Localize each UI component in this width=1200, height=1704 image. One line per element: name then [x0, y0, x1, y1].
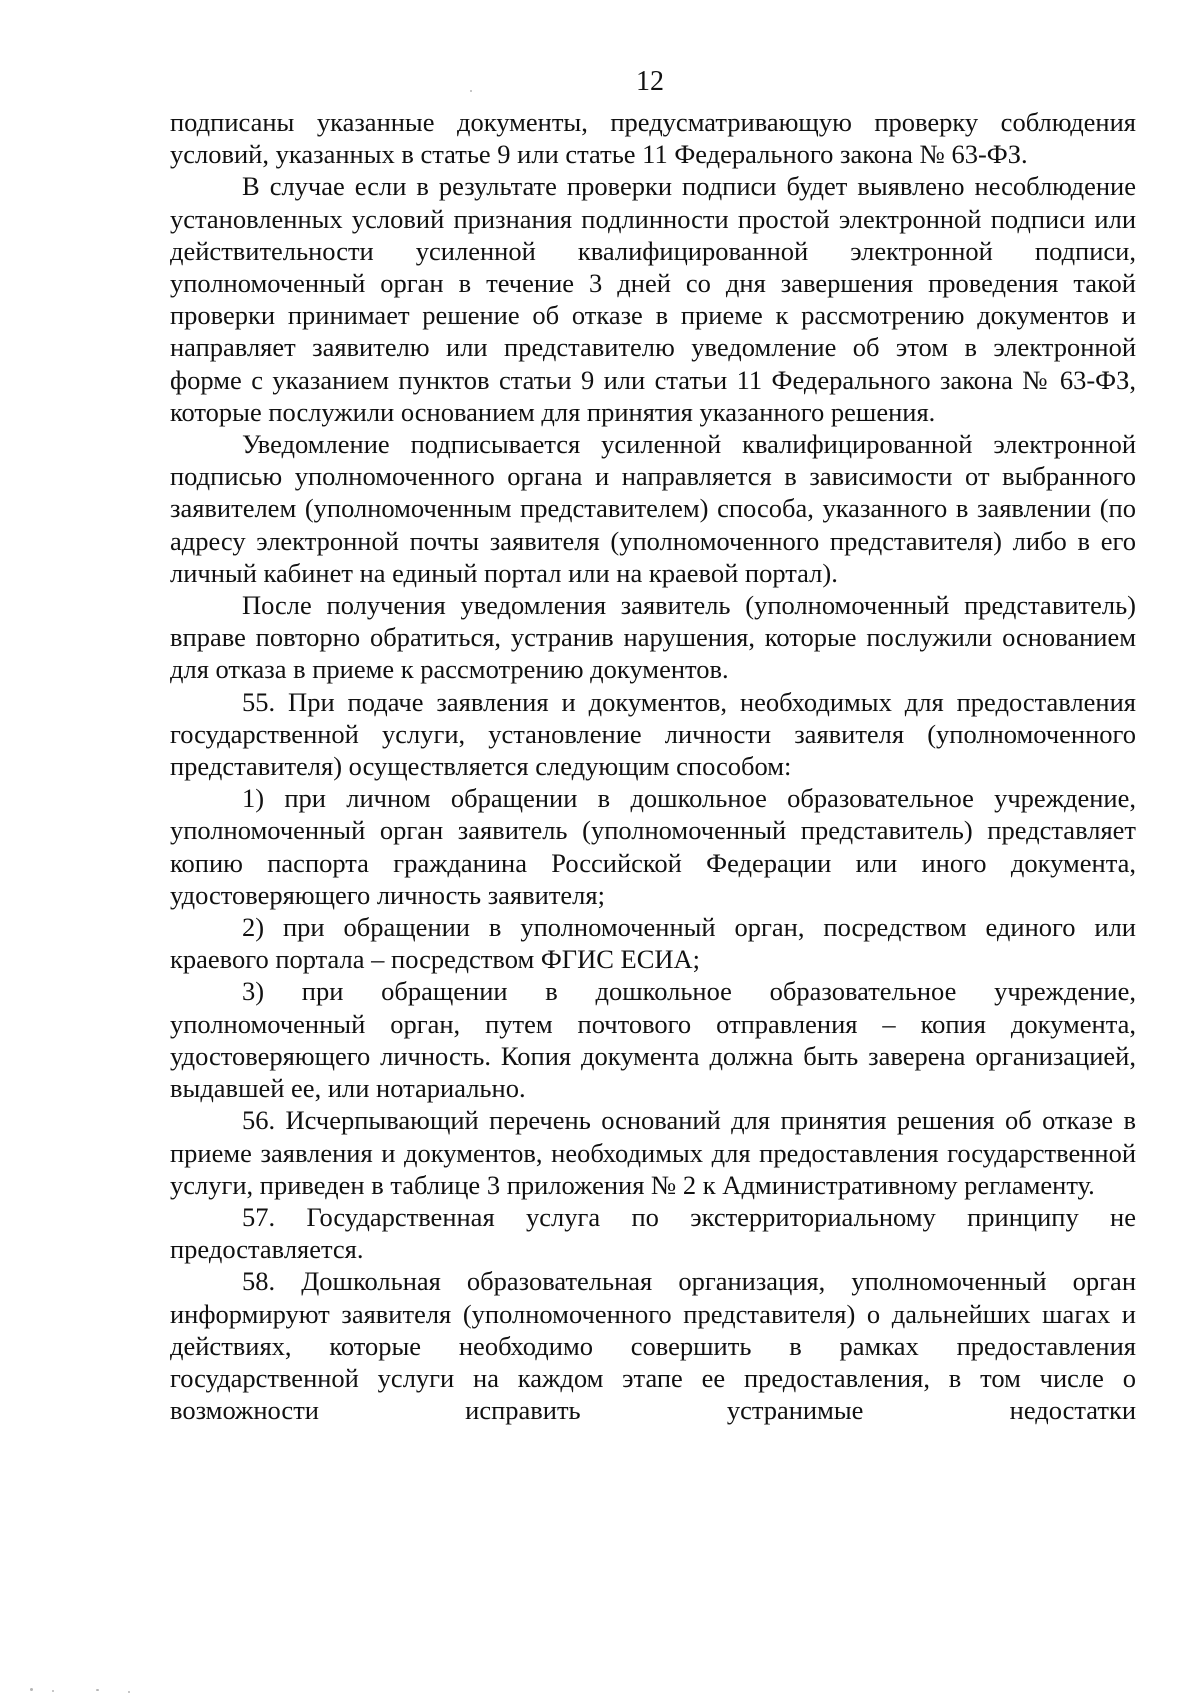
- paragraph-item-56: 56. Исчерпывающий перечень оснований для принятия решения об отказе в приеме заявления и документов, необходимых для предоставления государственной услуги, приведен в таблице 3 приложения № 2 к Административному регламенту.: [170, 1105, 1136, 1200]
- paragraph-item-58: 58. Дошкольная образовательная организация, уполномоченный орган информируют заявителя (уполномоченного представителя) о дальнейших шагах и действиях, которые необходимо совершить в рамках предоставления государственной услуги на каждом этапе ее предоставления, в том числе о возможности исправить устранимые недостатки: [170, 1266, 1136, 1426]
- page-number: 12: [636, 66, 664, 97]
- paragraph-1: подписаны указанные документы, предусматривающую проверку соблюдения условий, указанных в статье 9 или статье 11 Федерального закона № 63-ФЗ.: [170, 107, 1136, 170]
- paragraph-subitem-1: 1) при личном обращении в дошкольное образовательное учреждение, уполномоченный орган заявитель (уполномоченный представитель) представляет копию паспорта гражданина Российской Федерации или иного документа, удостоверяющего личность заявителя;: [170, 783, 1136, 910]
- paragraph-3: Уведомление подписывается усиленной квалифицированной электронной подписью уполномоченного органа и направляется в зависимости от выбранного заявителем (уполномоченным представителем) способа, указанного в заявлении (по адресу электронной почты заявителя (уполномоченного представителя) либо в его личный кабинет на единый портал или на краевой портал).: [170, 429, 1136, 588]
- paragraph-subitem-3: 3) при обращении в дошкольное образовательное учреждение, уполномоченный орган, путем почтового отправления – копия документа, удостоверяющего личность. Копия документа должна быть заверена организацией, выдавшей ее, или нотариально.: [170, 976, 1136, 1104]
- paragraph-2: В случае если в результате проверки подписи будет выявлено несоблюдение установленных условий признания подлинности простой электронной подписи или действительности усиленной квалифицированной электронной подписи, уполномоченный орган в течение 3 дней со дня завершения проведения такой проверки принимает решение об отказе в приеме к рассмотрению документов и направляет заявителю или представителю уведомление об этом в электронной форме с указанием пунктов статьи 9 или статьи 11 Федерального закона № 63-ФЗ, которые послужили основанием для принятия указанного решения.: [170, 171, 1136, 427]
- scan-speck: [96, 1689, 99, 1691]
- paragraph-4: После получения уведомления заявитель (уполномоченный представитель) вправе повторно обратиться, устранив нарушения, которые послужили основанием для отказа в приеме к рассмотрению документов.: [170, 590, 1136, 685]
- scan-speck: [470, 90, 472, 92]
- paragraph-item-55: 55. При подаче заявления и документов, необходимых для предоставления государственной услуги, установление личности заявителя (уполномоченного представителя) осуществляется следующим способом:: [170, 686, 1136, 782]
- document-body: [170, 106, 1136, 1426]
- paragraph-item-57: 57. Государственная услуга по экстерриториальному принципу не предоставляется.: [170, 1201, 1136, 1265]
- paragraph-subitem-2: 2) при обращении в уполномоченный орган, посредством единого или краевого портала – посредством ФГИС ЕСИА;: [170, 912, 1136, 975]
- scan-speck: [30, 1688, 33, 1691]
- scan-speck: [52, 1690, 54, 1692]
- scan-speck: [128, 1691, 130, 1693]
